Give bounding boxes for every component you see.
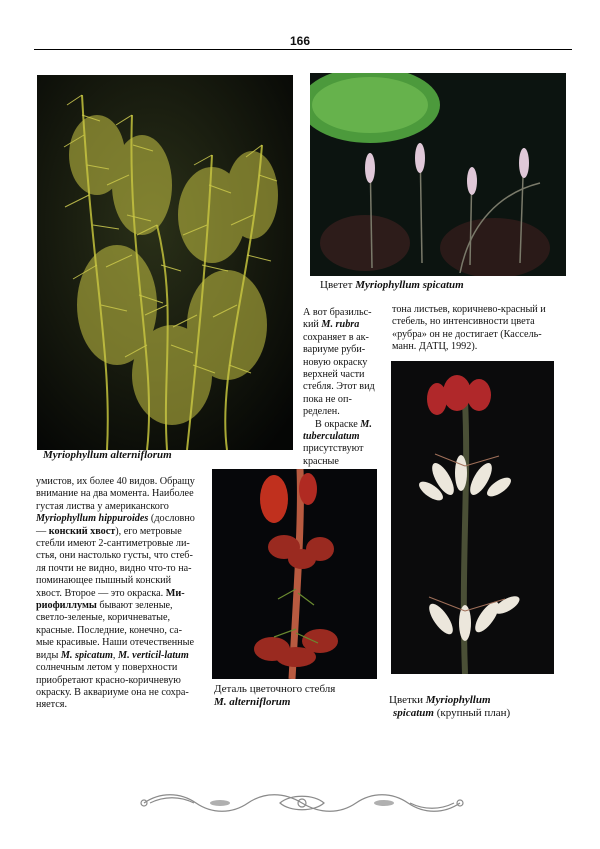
species-name: M. rubra xyxy=(321,319,360,331)
caption-alterniflorum xyxy=(43,449,283,462)
text-line: стебли имеют 2-сантиметровые ли- xyxy=(36,538,190,550)
species-name: M. xyxy=(360,418,372,430)
text-column-right xyxy=(392,304,572,354)
text-line: внимание на два момента. Наиболее xyxy=(36,488,194,500)
text-span: хвост. Второе — это окраска. xyxy=(36,587,166,599)
text-line: солнечным летом у поверхности xyxy=(36,662,178,674)
text-span: В окраске xyxy=(315,418,361,430)
text-line: тона листьев, коричнево-красный и xyxy=(392,304,546,315)
caption-stem-detail xyxy=(214,683,394,709)
caption-stem-line1: Деталь цветочного стебля xyxy=(214,683,336,695)
caption-spicatum-prefix: Цветет xyxy=(320,279,356,291)
page-number: 166 xyxy=(289,34,311,48)
species-name: tuberculatum xyxy=(303,431,360,443)
caption-stem-name: M. alterniflorum xyxy=(214,696,291,708)
photo-myriophyllum-alterniflorum xyxy=(37,75,293,450)
text-line: поминающее пышный конский xyxy=(36,575,172,587)
caption-spicatum-name: Myriophyllum spicatum xyxy=(355,279,464,291)
text-span: — xyxy=(36,525,49,537)
caption-alterniflorum-name: Myriophyllum alterniflorum xyxy=(43,449,172,461)
text-line: приобретают красно-коричневую xyxy=(36,674,181,686)
text-line: сохраняет в ак- xyxy=(303,331,369,343)
species-name: Myriophyllum hippuroides xyxy=(36,513,149,525)
photo-myriophyllum-spicatum-flowering xyxy=(310,73,566,276)
text-line: новую окраску xyxy=(303,356,368,368)
text-line: стебель, но интенсивности цвета xyxy=(392,316,535,328)
text-line: «рубра» он не достигает (Кассель- xyxy=(392,328,542,340)
text-line: красные xyxy=(303,455,339,467)
bold-term: Ми- xyxy=(165,587,185,599)
photo-stem-detail xyxy=(212,469,377,679)
text-column-left xyxy=(36,476,208,712)
text-span: , xyxy=(112,649,119,661)
caption-spicatum-flowering xyxy=(320,279,570,292)
text-line: присутствуют xyxy=(303,443,364,455)
photo-flowers-closeup xyxy=(391,361,554,674)
text-line: ля почти не видно, видно что-то на- xyxy=(36,562,192,574)
text-line: пока не оп- xyxy=(303,393,352,405)
text-column-middle xyxy=(303,307,388,468)
text-line: ределен. xyxy=(303,406,340,418)
text-line: верхней части xyxy=(303,369,365,381)
text-line: окраску. В аквариуме она не сохра- xyxy=(36,686,189,698)
caption-flowers-closeup xyxy=(389,694,589,720)
species-name: M. spicatum xyxy=(60,649,113,661)
caption-flowers-suffix: (крупный план) xyxy=(433,707,511,719)
text-line: красные. Последние, конечно, са- xyxy=(36,624,182,636)
text-span: (дословно xyxy=(148,513,195,525)
text-line: густая листва у американского xyxy=(36,500,169,512)
bold-term: риофиллумы xyxy=(36,600,97,612)
caption-flowers-name1: Myriophyllum xyxy=(425,694,491,706)
text-line: светло-зеленые, коричневатые, xyxy=(36,612,171,624)
text-span: кий xyxy=(303,319,322,331)
text-line: стья, они настолько густы, что стеб- xyxy=(36,550,193,562)
text-line: стебля. Этот вид xyxy=(303,381,375,393)
text-line: умистов, их более 40 видов. Обращу xyxy=(36,476,195,487)
text-span: виды xyxy=(36,649,61,661)
caption-flowers-name2: spicatum xyxy=(393,707,434,719)
text-line: няется. xyxy=(36,699,67,711)
text-line: вариуме руби- xyxy=(303,344,366,356)
text-line: А вот бразильс- xyxy=(303,307,372,318)
caption-flowers-prefix: Цветки xyxy=(389,694,426,706)
species-name: M. verticil-latum xyxy=(118,649,189,661)
text-line: манн. ДАТЦ, 1992). xyxy=(392,341,478,353)
text-span: ), его метровые xyxy=(115,525,182,537)
bold-term: конский хвост xyxy=(48,525,116,537)
text-span: бывают зеленые, xyxy=(96,600,173,612)
text-line: мые красивые. Наши отечественные xyxy=(36,637,194,649)
header-rule xyxy=(34,49,572,50)
footer-ornament-icon xyxy=(140,790,464,816)
